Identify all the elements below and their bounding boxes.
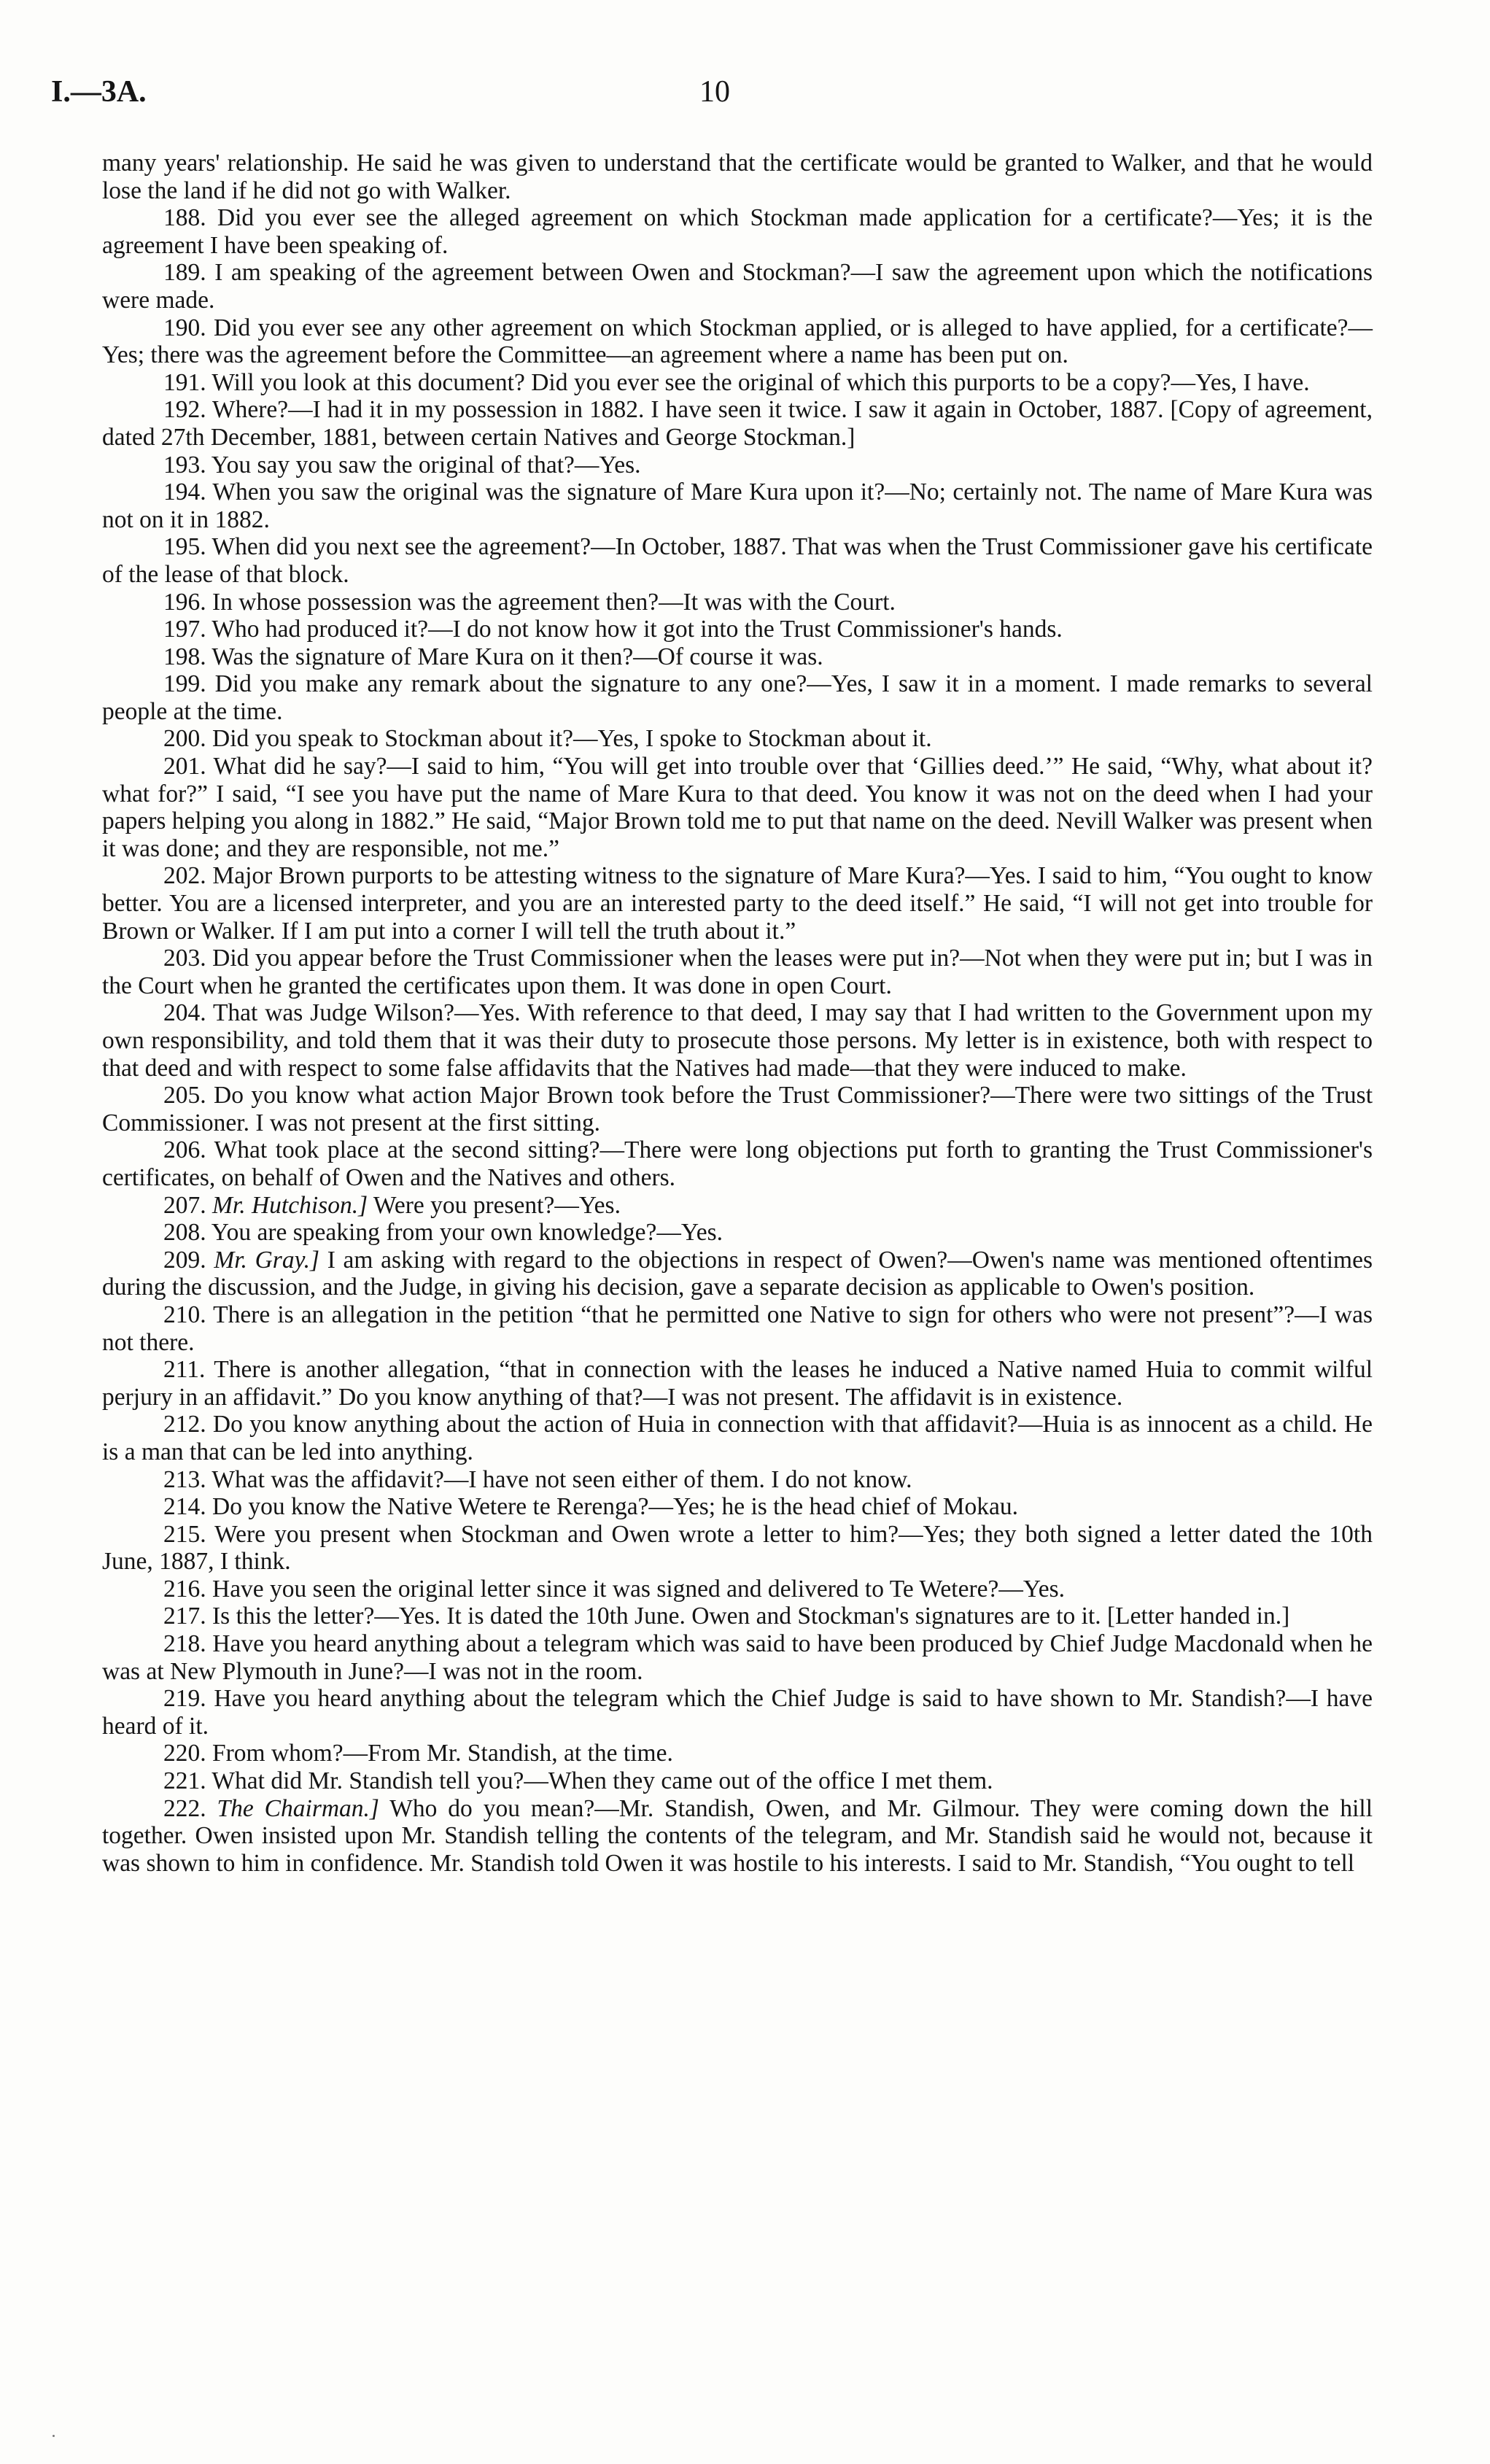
question-paragraph <box>102 314 1373 369</box>
paragraph-text: Were you present when Stockman and Owen wrote a letter to him?—Yes; they both signed a letter dated the 10th June, 1887, I think. <box>102 1520 1373 1576</box>
question-number: 196. <box>163 588 206 616</box>
question-number: 190. <box>163 314 206 341</box>
question-number: 205. <box>163 1082 206 1109</box>
continued-paragraph <box>102 150 1373 204</box>
paragraph-text: Was the signature of Mare Kura on it then?—Of course it was. <box>212 643 823 670</box>
question-number: 192. <box>163 396 206 424</box>
question-paragraph <box>102 1795 1373 1878</box>
question-number: 217. <box>163 1603 206 1630</box>
paragraph-text: I am speaking of the agreement between Owen and Stockman?—I saw the agreement upon which the notifications were made. <box>102 259 1373 314</box>
question-paragraph <box>102 1493 1373 1521</box>
paragraph-text: Where?—I had it in my possession in 1882. I have seen it twice. I saw it again in October, 1887. [Copy of agreement, dated 27th December, 1881, between certain Natives and George Stockman.] <box>102 396 1373 451</box>
speaker-name: Mr. Gray.] <box>214 1246 320 1274</box>
question-number: 219. <box>163 1685 206 1713</box>
question-paragraph <box>102 1740 1373 1767</box>
question-paragraph <box>102 1219 1373 1247</box>
question-number: 222. <box>163 1794 206 1822</box>
paragraph-text: There is another allegation, “that in connection with the leases he induced a Native named Huia to commit wilful perjury in an affidavit.” Do you know anything of that?—I was not present. The affidavit is in existence. <box>102 1356 1373 1411</box>
question-paragraph <box>102 1082 1373 1136</box>
question-number: 208. <box>163 1219 206 1247</box>
paragraph-text: What was the affidavit?—I have not seen either of them. I do not know. <box>212 1465 912 1493</box>
question-number: 207. <box>163 1191 206 1219</box>
paragraph-text: Do you know what action Major Brown took before the Trust Commissioner?—There were two sittings of the Trust Commissioner. I was not present at the first sitting. <box>102 1082 1373 1136</box>
question-paragraph <box>102 643 1373 671</box>
question-paragraph <box>102 452 1373 479</box>
paragraph-text: Have you heard anything about a telegram which was said to have been produced by Chief Judge Macdonald when he was at New Plymouth in June?—I was not in the room. <box>102 1630 1373 1685</box>
question-paragraph <box>102 945 1373 999</box>
paragraph-text: From whom?—From Mr. Standish, at the time. <box>212 1740 673 1767</box>
paragraph-text: Did you ever see any other agreement on which Stockman applied, or is alleged to have applied, for a certificate?—Yes; there was the agreement before the Committee—an agreement where a name has been put on. <box>102 314 1373 369</box>
question-number: 193. <box>163 451 206 479</box>
question-number: 188. <box>163 204 206 232</box>
evidence-text <box>102 150 1373 1877</box>
question-paragraph <box>102 1603 1373 1630</box>
question-paragraph <box>102 753 1373 862</box>
question-number: 216. <box>163 1575 206 1603</box>
document-reference: I.—3A. <box>51 75 147 109</box>
page-header <box>51 74 1378 118</box>
paragraph-text: Is this the letter?—Yes. It is dated the 10th June. Owen and Stockman's signatures are to it. [Letter handed in.] <box>212 1603 1290 1630</box>
paragraph-text: What took place at the second sitting?—There were long objections put forth to granting the Trust Commissioner's certificates, on behalf of Owen and the Natives and others. <box>102 1136 1373 1191</box>
question-number: 194. <box>163 479 206 506</box>
question-number: 195. <box>163 533 206 561</box>
question-number: 189. <box>163 259 206 287</box>
paragraph-text: What did Mr. Standish tell you?—When they came out of the office I met them. <box>212 1767 993 1795</box>
question-number: 199. <box>163 670 206 698</box>
question-number: 191. <box>163 368 206 396</box>
question-paragraph <box>102 589 1373 616</box>
paragraph-text: Did you speak to Stockman about it?—Yes, I spoke to Stockman about it. <box>212 725 932 753</box>
question-paragraph <box>102 1247 1373 1301</box>
question-paragraph <box>102 670 1373 725</box>
paragraph-text: Do you know anything about the action of Huia in connection with that affidavit?—Huia is as innocent as a child. He is a man that can be led into anything. <box>102 1411 1373 1465</box>
print-speck <box>53 2435 55 2437</box>
question-paragraph <box>102 479 1373 533</box>
paragraph-text: When you saw the original was the signature of Mare Kura upon it?—No; certainly not. The name of Mare Kura was not on it in 1882. <box>102 479 1373 533</box>
question-number: 221. <box>163 1767 206 1795</box>
paragraph-text: Who do you mean?—Mr. Standish, Owen, and Mr. Gilmour. They were coming down the hill together. Owen insisted upon Mr. Standish telling the contents of the telegram, and Mr. Standish said he would not, because it was shown to him in confidence. Mr. Standish told Owen it was hostile to his interests. I said to Mr. Standish, “You ought to tell <box>102 1794 1373 1877</box>
question-paragraph <box>102 259 1373 314</box>
paragraph-text: When did you next see the agreement?—In October, 1887. That was when the Trust Commissioner gave his certificate of the lease of that block. <box>102 533 1373 588</box>
question-paragraph <box>102 1192 1373 1220</box>
question-paragraph <box>102 999 1373 1082</box>
paragraph-text: Major Brown purports to be attesting witness to the signature of Mare Kura?—Yes. I said to him, “You ought to know better. You are a licensed interpreter, and you are an interested party to the deed itself.” He said, “I will not get into trouble for Brown or Walker. If I am put into a corner I will tell the truth about it.” <box>102 862 1373 945</box>
paragraph-text: What did he say?—I said to him, “You will get into trouble over that ‘Gillies deed.’” He said, “Why, what about it? what for?” I said, “I see you have put the name of Mare Kura to that deed. You know it was not on the deed when I had your papers helping you along in 1882.” He said, “Major Brown told me to put that name on the deed. Nevill Walker was present when it was done; and they are responsible, not me.” <box>102 753 1373 862</box>
question-number: 200. <box>163 725 206 753</box>
paragraph-text: That was Judge Wilson?—Yes. With reference to that deed, I may say that I had written to the Government upon my own responsibility, and told them that it was their duty to prosecute those persons. My letter is in existence, both with respect to that deed and with respect to some false affidavits that the Natives had made—that they were induced to make. <box>102 999 1373 1082</box>
question-paragraph <box>102 1356 1373 1411</box>
paragraph-text: Did you ever see the alleged agreement on which Stockman made application for a certificate?—Yes; it is the agreement I have been speaking of. <box>102 204 1373 259</box>
question-paragraph <box>102 862 1373 945</box>
paragraph-text: Who had produced it?—I do not know how it got into the Trust Commissioner's hands. <box>212 616 1063 643</box>
paragraph-text: In whose possession was the agreement then?—It was with the Court. <box>212 588 896 616</box>
paragraph-text: You are speaking from your own knowledge?—Yes. <box>211 1219 723 1247</box>
question-number: 212. <box>163 1411 206 1438</box>
question-number: 220. <box>163 1740 206 1767</box>
question-paragraph <box>102 204 1373 259</box>
question-number: 210. <box>163 1301 206 1328</box>
question-number: 206. <box>163 1136 206 1164</box>
question-number: 201. <box>163 753 206 780</box>
question-number: 197. <box>163 616 206 643</box>
question-paragraph <box>102 1411 1373 1465</box>
question-paragraph <box>102 1466 1373 1494</box>
paragraph-text: Have you seen the original letter since it was signed and delivered to Te Wetere?—Yes. <box>212 1575 1065 1603</box>
question-paragraph <box>102 1521 1373 1576</box>
question-paragraph <box>102 369 1373 397</box>
question-paragraph <box>102 1767 1373 1795</box>
paragraph-text: I am asking with regard to the objections in respect of Owen?—Owen's name was mentioned oftentimes during the discussion, and the Judge, in giving his decision, gave a separate decision as applicable to Owen's position. <box>102 1246 1373 1301</box>
question-paragraph <box>102 1136 1373 1191</box>
paragraph-text: Do you know the Native Wetere te Rerenga?—Yes; he is the head chief of Mokau. <box>212 1493 1018 1521</box>
paragraph-text: Have you heard anything about the telegram which the Chief Judge is said to have shown to Mr. Standish?—I have heard of it. <box>102 1685 1373 1740</box>
question-paragraph <box>102 1301 1373 1356</box>
paragraph-text: You say you saw the original of that?—Yes. <box>211 451 641 479</box>
paragraph-text: Were you present?—Yes. <box>373 1191 621 1219</box>
question-number: 198. <box>163 643 206 670</box>
question-paragraph <box>102 533 1373 588</box>
paragraph-text: Will you look at this document? Did you ever see the original of which this purports to be a copy?—Yes, I have. <box>212 368 1310 396</box>
question-paragraph <box>102 1576 1373 1603</box>
question-number: 214. <box>163 1493 206 1521</box>
page-number: 10 <box>699 75 730 109</box>
question-paragraph <box>102 1630 1373 1685</box>
question-paragraph <box>102 725 1373 753</box>
question-paragraph <box>102 396 1373 451</box>
question-number: 209. <box>163 1246 206 1274</box>
question-paragraph <box>102 1685 1373 1740</box>
question-number: 215. <box>163 1520 206 1548</box>
question-number: 204. <box>163 999 206 1027</box>
question-number: 211. <box>163 1356 206 1384</box>
speaker-name: Mr. Hutchison.] <box>212 1191 368 1219</box>
paragraph-text: many years' relationship. He said he was given to understand that the certificate would be granted to Walker, and that he would lose the land if he did not go with Walker. <box>102 150 1373 204</box>
question-number: 202. <box>163 862 206 890</box>
paragraph-text: Did you make any remark about the signature to any one?—Yes, I saw it in a moment. I made remarks to several people at the time. <box>102 670 1373 725</box>
paragraph-text: There is an allegation in the petition “that he permitted one Native to sign for others who were not present”?—I was not there. <box>102 1301 1373 1356</box>
question-number: 218. <box>163 1630 206 1658</box>
paragraph-text: Did you appear before the Trust Commissioner when the leases were put in?—Not when they were put in; but I was in the Court when he granted the certificates upon them. It was done in open Court. <box>102 945 1373 999</box>
question-number: 203. <box>163 945 206 972</box>
question-paragraph <box>102 616 1373 643</box>
speaker-name: The Chairman.] <box>217 1794 379 1822</box>
question-number: 213. <box>163 1465 206 1493</box>
